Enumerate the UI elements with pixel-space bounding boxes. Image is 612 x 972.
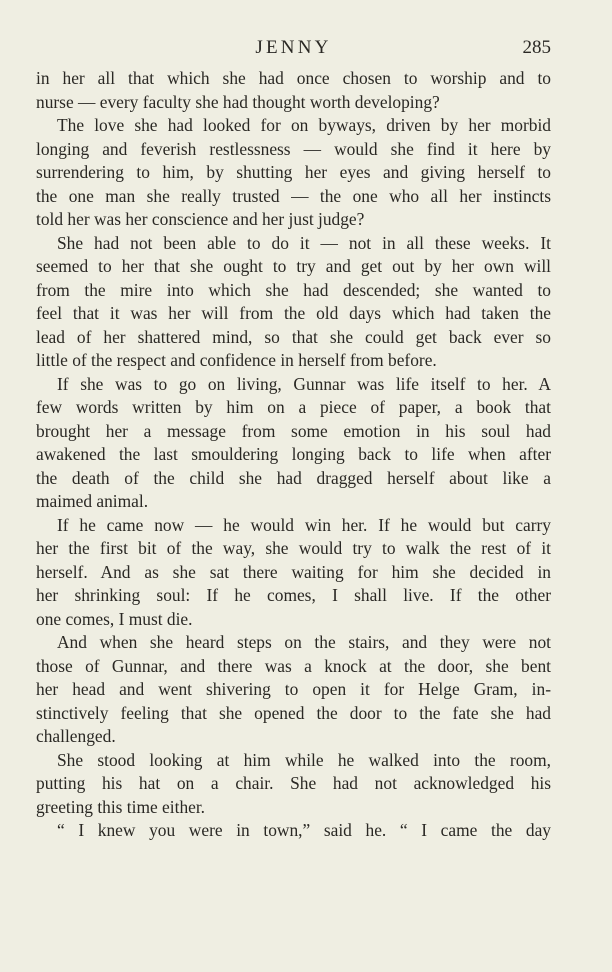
text-line: She had not been able to do it — not in all these weeks. It bbox=[57, 232, 551, 253]
text-line: lead of her shattered mind, so that she could get back ever so bbox=[36, 326, 551, 347]
text-line: those of Gunnar, and there was a knock at the door, she bent bbox=[36, 655, 551, 676]
text-line: the death of the child she had dragged herself about like a bbox=[36, 467, 551, 488]
text-line: the one man she really trusted — the one who all her instincts bbox=[36, 185, 551, 206]
text-line: few words written by him on a piece of paper, a book that bbox=[36, 397, 551, 417]
text-line: her head and went shivering to open it for Helge Gram, in- bbox=[36, 679, 551, 699]
text-line: one comes, I must die. bbox=[36, 608, 193, 629]
text-line: challenged. bbox=[36, 726, 116, 746]
text-line: awakened the last smouldering longing back to life when after bbox=[36, 444, 551, 464]
text-line: brought her a message from some emotion in his soul had bbox=[36, 420, 551, 441]
text-line: nurse — every faculty she had thought worth developing? bbox=[36, 91, 440, 112]
text-line: seemed to her that she ought to try and get out by her own will bbox=[36, 256, 551, 276]
text-line: stinctively feeling that she opened the door to the fate she had bbox=[36, 702, 551, 723]
text-line: herself. And as she sat there waiting for him she decided in bbox=[36, 561, 551, 582]
body-text bbox=[36, 67, 551, 843]
text-line: If she was to go on living, Gunnar was life itself to her. A bbox=[57, 373, 551, 394]
running-header bbox=[36, 36, 551, 60]
text-line: greeting this time either. bbox=[36, 796, 206, 817]
text-line: little of the respect and confidence in herself from before. bbox=[36, 350, 437, 370]
text-line: feel that it was her will from the old days which had taken the bbox=[36, 303, 551, 323]
text-line: in her all that which she had once chosen to worship and to bbox=[36, 68, 551, 88]
text-line: She stood looking at him while he walked into the room, bbox=[57, 749, 551, 770]
text-line: The love she had looked for on byways, driven by her morbid bbox=[57, 115, 551, 135]
page-number: 285 bbox=[522, 37, 551, 58]
text-line: her shrinking soul: If he comes, I shall live. If the other bbox=[36, 585, 551, 605]
text-line: her the first bit of the way, she would try to walk the rest of it bbox=[36, 538, 551, 558]
text-line: “ I knew you were in town,” said he. “ I came the day bbox=[57, 820, 551, 840]
text-line: maimed animal. bbox=[36, 491, 149, 511]
text-line: told her was her conscience and her just judge? bbox=[36, 209, 365, 229]
text-line: And when she heard steps on the stairs, and they were not bbox=[57, 632, 551, 652]
text-line: from the mire into which she had descended; she wanted to bbox=[36, 279, 551, 300]
text-line: If he came now — he would win her. If he would but carry bbox=[57, 514, 551, 535]
text-line: longing and feverish restlessness — would she find it here by bbox=[36, 138, 551, 159]
running-title: JENNY bbox=[255, 37, 332, 58]
text-line: surrendering to him, by shutting her eyes and giving herself to bbox=[36, 162, 551, 182]
text-line: putting his hat on a chair. She had not acknowledged his bbox=[36, 773, 551, 793]
